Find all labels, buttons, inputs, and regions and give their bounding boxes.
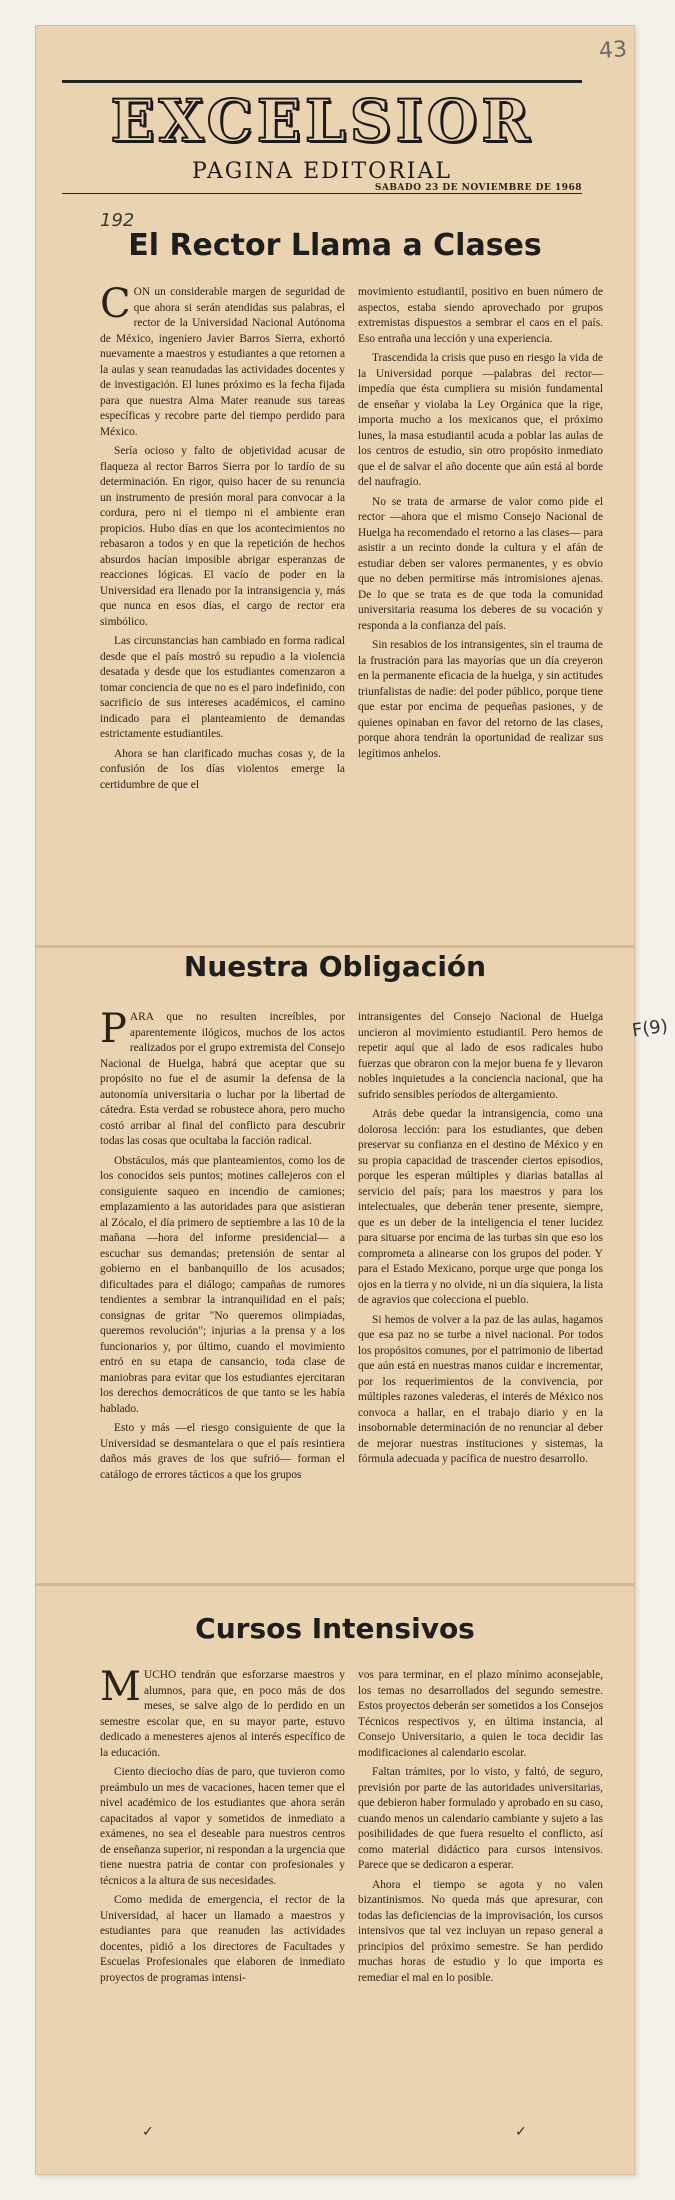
paragraph: Ciento dieciocho días de paro, que tuvieron como preámbulo un mes de vacaciones, hacen temer que el nivel académico de los estudiantes que ahora serán capacitados al vapor y sometidos de inmediato a exámenes, no sea el deseable para nuestros centros de enseñanza superior, ni respondan a la urgencia que tiene nuestra patria de contar con profesionales y técnicos a la altura de sus necesidades. — [100, 1766, 345, 1887]
article-column-left — [100, 1006, 345, 1487]
fold-seam — [35, 1583, 635, 1586]
paragraph: intransigentes del Consejo Nacional de Huelga uncieron al movimiento estudiantil. Pero hemos de repetir aquí que al lado de esos radicales hubo fuerzas que obraron con la mejor buena fe y llevaron nobles inquietudes a la conciencia nacional, que ha sufrido sensibles períodos de altergamiento. — [358, 1011, 603, 1101]
paragraph: Obstáculos, más que planteamientos, como los de los conocidos seis puntos; motines callejeros con el consiguiente saqueo en incendio de camiones; emplazamiento a las autoridades para que asistieran al Zócalo, el día primero de septiembre a las 10 de la mañana —hora del informe presidencial— a escuchar sus demandas; pretensión de sentar al gobierno en el banbanquillo de los acusados; dificultades para el diálogo; campañas de rumores tendientes a sembrar la intranquilidad en el país; consignas de gritar "No queremos olimpiadas, queremos revolución"; injurias a la prensa y a los funcionarios y, por último, cuando el movimiento entró en su etapa de cansancio, toda clase de maniobras para evitar que los estudiantes ejercitaran los derechos democráticos de que tanto se les había hablado. — [100, 1154, 345, 1415]
paragraph: Si hemos de volver a la paz de las aulas, hagamos que esa paz no se turbe a nivel nacional. Por todos los propósitos comunes, por el patrimonio de libertad que aún está en nuestras manos cuidar e incrementar, por los requerimientos de la convivencia, por múltiples razones valederas, el interés de México nos convoca a hallar, en el trabajo diario y en la insobornable determinación de no renunciar al deber de mejorar nuestras instituciones y sistemas, la fórmula adecuada y pacífica de nuestro desarrollo. — [358, 1313, 603, 1465]
paragraph — [100, 281, 345, 440]
article-title: El Rector Llama a Clases — [128, 228, 542, 263]
dateline: SABADO 23 DE NOVIEMBRE DE 1968 — [374, 183, 582, 193]
paragraph: Sin resabios de los intransigentes, sin el trauma de la frustración para las mayorías que un día creyeron en la permanente eficacia de la huelga, y sin actitudes triunfalistas de nadie: del poder público, porque tiene que estar por encima de pequeñas pasiones, y de quienes opinaban en favor del retorno de las clases, porque ahora tendrán la oportunidad de realizar sus legítimos anhelos. — [358, 639, 603, 760]
paragraph: movimiento estudiantil, positivo en buen número de aspectos, estaba siendo aprovechado por grupos extremistas dispuestos a sembrar el caos en el país. Eso entraña una lección y una experiencia. — [358, 286, 603, 345]
paragraph: Trascendida la crisis que puso en riesgo la vida de la Universidad porque —palabras del rector— impedía que ésta cumpliera su misión fundamental de enseñar y violaba la Ley Orgánica que la rige, importa mucho a los mexicanos que, el próximo lunes, la masa estudiantil acuda a poblar las aulas de los centros de estudio, sin otro propósito inmediato que el de salvar el año docente que aún está al borde del naufragio. — [358, 352, 603, 488]
article-title: Nuestra Obligación — [183, 950, 487, 983]
paragraph: Las circunstancias han cambiado en forma radical desde que el país mostró su repudio a la violencia desatada y desde que los estudiantes comenzaron a tomar conciencia de que no es el paro indefinido, con sacrificio de sus intereses académicos, el camino indicado para el planteamiento de demandas estrictamente estudiantiles. — [100, 635, 345, 740]
article-title: Cursos Intensivos — [195, 1612, 475, 1645]
article-column-left — [100, 281, 345, 797]
paragraph — [100, 1006, 345, 1150]
paragraph-text: UCHO tendrán que esforzarse maestros y alumnos, para que, en poco más de dos meses, se salve algo de lo perdido en un semestre escolar que, en su mayor parte, estuvo dedicado a menesteres ajenos al interés específico de la educación. — [100, 1669, 345, 1759]
drop-cap: M — [100, 1664, 141, 1710]
archive-number: 192 — [100, 210, 135, 231]
tick-mark-icon: ✓ — [142, 2124, 154, 2140]
paragraph: Como medida de emergencia, el rector de la Universidad, al hacer un llamado a maestros y estudiantes para que reanuden las actividades docentes, pidió a los directores de Facultades y Escuelas Profesionales que elaboren de inmediato proyectos de programas intensi- — [100, 1894, 345, 1984]
newspaper-logo: EXCELSIOR — [110, 87, 534, 155]
masthead — [62, 80, 582, 194]
article-column-left — [100, 1664, 345, 1990]
paragraph: Atrás debe quedar la intransigencia, como una dolorosa lección: para los estudiantes, que deben preservar su confianza en el destino de México y en su propia capacidad de trascender ciertos episodios, porque les esperan múltiples y diarias batallas al servicio del país; para los maestros y para los intelectuales, que deberán tener presente, siempre, que es un deber de la inteligencia el tener lucidez para situarse por encima de las turbas sin que eso los comprometa a alinearse con los grupos del poder. Y para el Estado Mexicano, porque urge que ponga los ojos en la tierra y no olvide, ni un día siquiera, la lista de agravios que colecciona el pueblo. — [358, 1108, 603, 1306]
paragraph: vos para terminar, en el plazo mínimo aconsejable, los temas no desarrollados del segundo semestre. Estos proyectos deberán ser sometidos a los Consejos Técnicos respectivos y, en última instancia, al Consejo Universitario, a quien le toca decidir las modificaciones al calendario escolar. — [358, 1669, 603, 1759]
paragraph: Ahora se han clarificado muchas cosas y, de la confusión de los días violentos emerge la certidumbre de que el — [100, 747, 345, 791]
margin-handwritten-mark: F(9) — [630, 1015, 670, 1042]
paragraph: Faltan trámites, por lo visto, y faltó, de seguro, previsión por parte de las autoridades universitarias, que debieron haber formulado y aprobado en su caso, cuando menos un calendario cambiante y sujeto a las posibilidades de que fuera resuelto el conflicto, así como material didáctico para cursos intensivos. Parece que se dedicaron a esperar. — [358, 1766, 603, 1871]
paragraph: Ahora el tiempo se agota y no valen bizantinismos. No queda más que apresurar, con todas las deficiencias de la improvisación, los cursos intensivos que tal vez incluyan un repaso general a principios del próximo semestre. Se han perdido muchas horas de estudio y lo que importa es remediar el mal en lo posible. — [358, 1878, 603, 1984]
paragraph: Esto y más —el riesgo consiguiente de que la Universidad se desmantelara o que el país resintiera daños más graves de los que sufrió— forman el catálogo de errores tácticos a que los grupos — [100, 1422, 345, 1481]
paragraph-text: ON un considerable margen de seguridad de que ahora si serán atendidas sus palabras, el rector de la Universidad Nacional Autónoma de México, ingeniero Javier Barros Sierra, exhortó nuevamente a maestros y estudiantes a que retornen a la aulas y sean reanudadas las actividades docentes y de investigación. El lunes próximo es la fecha fijada para que nuestra Alma Mater reanude sus tareas específicas y recobre parte del tiempo perdido para México. — [100, 286, 345, 438]
corner-handwritten-mark: 43 — [598, 37, 628, 64]
fold-seam — [35, 945, 635, 948]
paragraph: Sería ocioso y falto de objetividad acusar de flaqueza al rector Barros Sierra por lo tardío de su determinación. En rigor, quiso hacer de su renuncia un instrumento de presión moral para convocar a la cordura, pero ni el tiempo ni el ambiente eran propicios. Hubo días en que los acontecimientos no rebasaron a todos y en que la repetición de hechos absurdos hacían imposible abrigar esperanzas de reacciones lógicas. El vacío de poder en la Universidad era llenado por la intransigencia y, más que nunca en esos días, el cargo de rector era simbólico. — [100, 445, 345, 628]
paragraph: No se trata de armarse de valor como pide el rector —ahora que el mismo Consejo Nacional de Huelga ha recomendado el retorno a las clases— para asistir a un recinto donde la cultura y el afán de estudiar deben ser valores permanentes, y es obvio que no deben permitirse más intromisiones ajenas. De lo que se trata es de que toda la comunidad universitaria reasuma los deberes de su vocación y responda a la confianza del país. — [358, 495, 603, 632]
section-title: PAGINA EDITORIAL — [192, 159, 452, 184]
tick-mark-icon: ✓ — [515, 2124, 527, 2140]
article-column-right — [358, 285, 603, 766]
drop-cap: P — [100, 1006, 127, 1052]
article-column-right — [358, 1010, 603, 1472]
drop-cap: C — [100, 281, 131, 327]
article-column-right — [358, 1668, 603, 1990]
paragraph — [100, 1664, 345, 1761]
paragraph-text: ARA que no resulten increíbles, por aparentemente ilógicos, muchos de los actos realizados por el grupo extremista del Consejo Nacional de Huelga, habrá que aceptar que su propósito no fue el de asumir la defensa de la autonomía universitaria o luchar por la libertad de cátedra. Esta verdad se robustece ahora, pero mucho costó arribar al final del conflicto para descubrir todas las cosas que ocultaba la facción radical. — [100, 1011, 345, 1147]
